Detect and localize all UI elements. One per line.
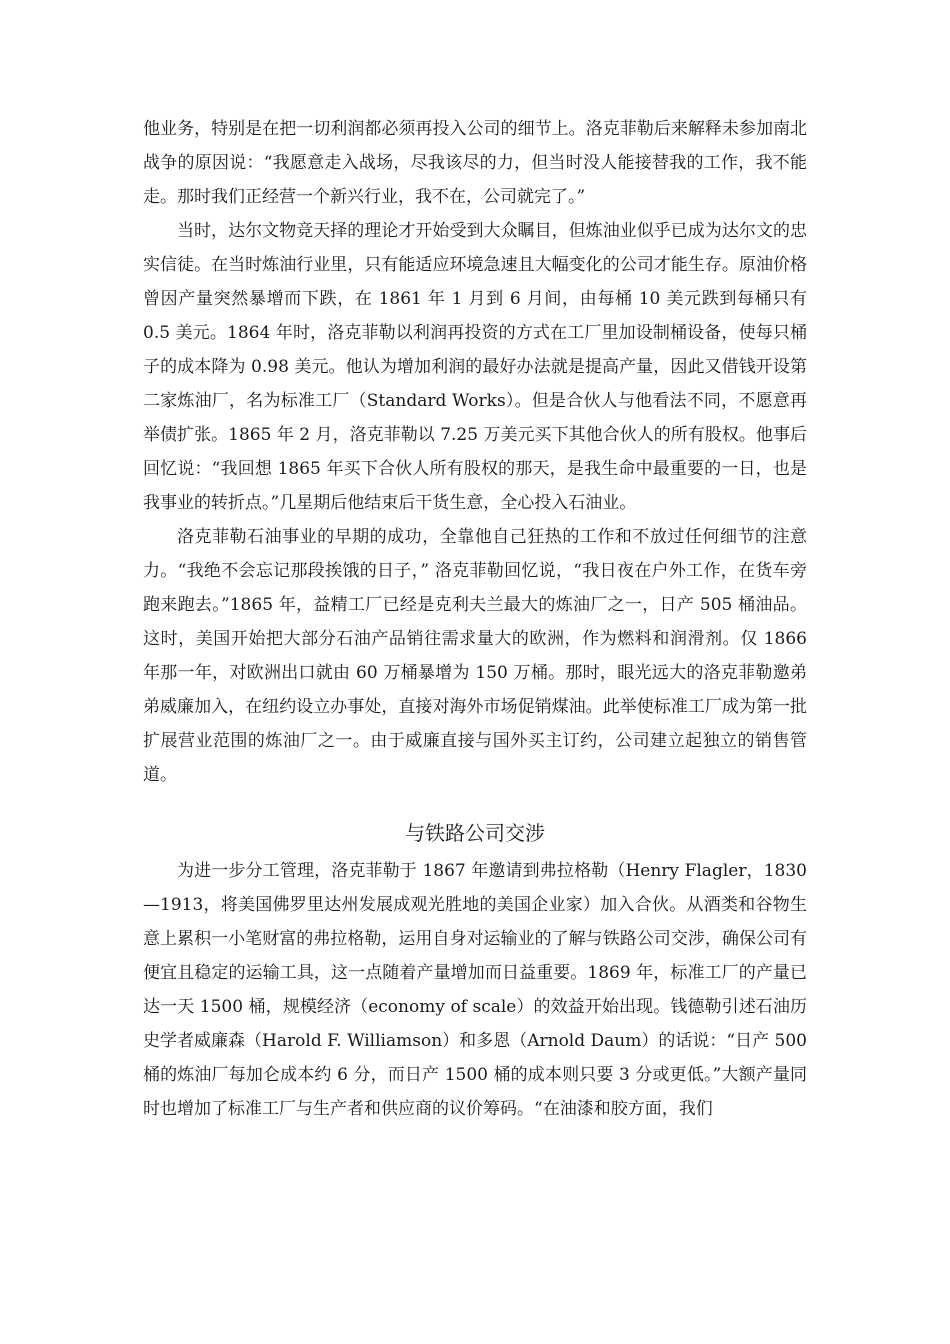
paragraph-4: 为进一步分工管理，洛克菲勒于 1867 年邀请到弗拉格勒（Henry Flagler，1830—1913，将美国佛罗里达州发展成观光胜地的美国企业家）加入合伙。从酒类和谷物生意上累积一小笔财富的弗拉格勒，运用自身对运输业的了解与铁路公司交涉，确保公司有便宜且稳定的运输工具，这一点随着产量增加而日益重要。1869 年，标准工厂的产量已达一天 1500 桶，规模经济（economy of scale）的效益开始出现。钱德勒引述石油历史学者威廉森（Harold F. Williamson）和多恩（Arnold Daum）的话说：“日产 500 桶的炼油厂每加仑成本约 6 分，而日产 1500 桶的成本则只要 3 分或更低。”大额产量同时也增加了标准工厂与生产者和供应商的议价筹码。“在油漆和胶方面，我们 [143,861,807,1119]
paragraph-2: 当时，达尔文物竞天择的理论才开始受到大众瞩目，但炼油业似乎已成为达尔文的忠实信徒。在当时炼油行业里，只有能适应环境急速且大幅变化的公司才能生存。原油价格曾因产量突然暴增而下跌，在 1861 年 1 月到 6 月间，由每桶 10 美元跌到每桶只有 0.5 美元。1864 年时，洛克菲勒以利润再投资的方式在工厂里加设制桶设备，使每只桶子的成本降为 0.98 美元。他认为增加利润的最好办法就是提高产量，因此又借钱开设第二家炼油厂，名为标准工厂（Standard Works）。但是合伙人与他看法不同，不愿意再举债扩张。1865 年 2 月，洛克菲勒以 7.25 万美元买下其他合伙人的所有股权。他事后回忆说：“我回想 1865 年买下合伙人所有股权的那天，是我生命中最重要的一日，也是我事业的转折点。”几星期后他结束后干货生意，全心投入石油业。 [143,221,807,513]
paragraph-1: 他业务，特别是在把一切利润都必须再投入公司的细节上。洛克菲勒后来解释未参加南北战争的原因说：“我愿意走入战场，尽我该尽的力，但当时没人能接替我的工作，我不能走。那时我们正经营一个新兴行业，我不在，公司就完了。” [143,119,807,207]
section-heading: 与铁路公司交涉 [405,821,545,845]
paragraph-3: 洛克菲勒石油事业的早期的成功，全靠他自己狂热的工作和不放过任何细节的注意力。“我绝不会忘记那段挨饿的日子，” 洛克菲勒回忆说，“我日夜在户外工作，在货车旁跑来跑去。”1865 年，益精工厂已经是克利夫兰最大的炼油厂之一，日产 505 桶油品。这时，美国开始把大部分石油产品销往需求量大的欧洲，作为燃料和润滑剂。仅 1866 年那一年，对欧洲出口就由 60 万桶暴增为 150 万桶。那时，眼光远大的洛克菲勒邀弟弟威廉加入，在纽约设立办事处，直接对海外市场促销煤油。此举使标准工厂成为第一批扩展营业范围的炼油厂之一。由于威廉直接与国外买主订约，公司建立起独立的销售管道。 [143,527,807,785]
document-body [143,112,807,1126]
